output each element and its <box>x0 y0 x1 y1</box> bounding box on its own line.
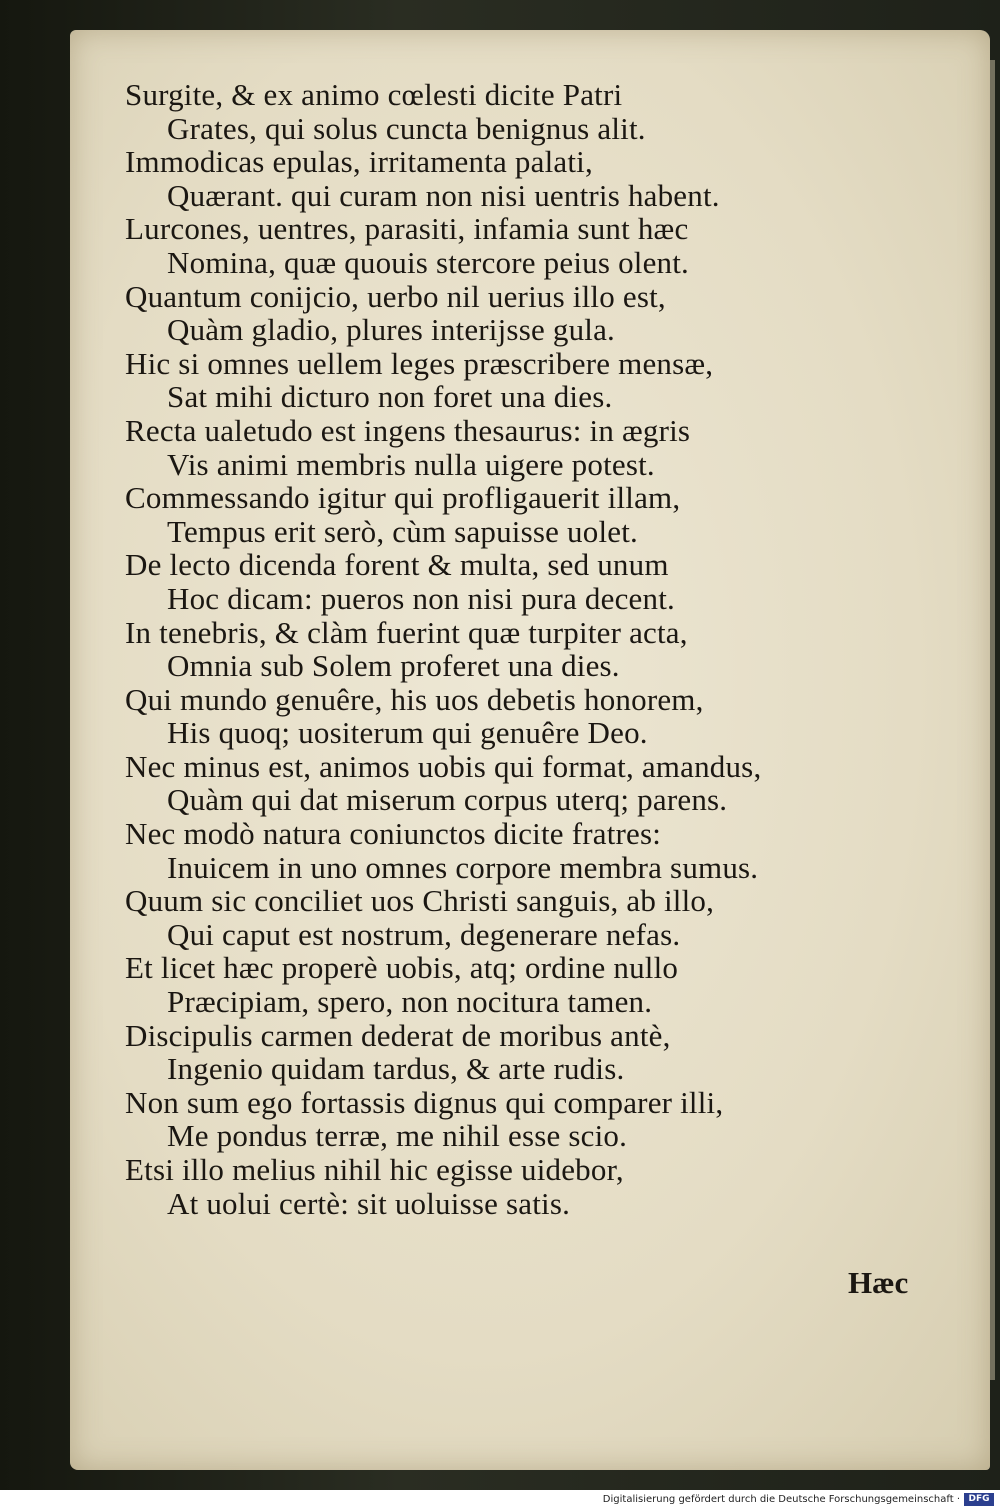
verse-line: Immodicas epulas, irritamenta palati, <box>125 144 593 180</box>
verse-line: Commessando igitur qui profligauerit illam, <box>125 480 681 516</box>
verse-line: Quàm gladio, plures interijsse gula. <box>167 312 615 348</box>
verse-line: Ingenio quidam tardus, & arte rudis. <box>167 1051 625 1087</box>
catchword: Hæc <box>848 1265 909 1300</box>
verse-line: Nec minus est, animos uobis qui format, amandus, <box>125 748 762 784</box>
verse-line: At uolui certè: sit uoluisse satis. <box>167 1185 571 1221</box>
verse-line: Inuicem in uno omnes corpore membra sumus. <box>167 849 759 885</box>
verse-line: Surgite, & ex animo cœlesti dicite Patri <box>125 77 623 112</box>
verse-line: Quærant. qui curam non nisi uentris habent. <box>167 177 720 213</box>
verse-line: Lurcones, uentres, parasiti, infamia sunt hæc <box>125 211 689 247</box>
footer-credit: Digitalisierung gefördert durch die Deutsche Forschungsgemeinschaft · <box>602 1494 960 1505</box>
verse-line: Hic si omnes uellem leges præscribere mensæ, <box>125 345 714 381</box>
verse-line: Quàm qui dat miserum corpus uterq; parens. <box>167 782 728 818</box>
verse-text <box>125 78 905 1220</box>
verse-line: Tempus erit serò, cùm sapuisse uolet. <box>167 513 638 549</box>
verse-line: De lecto dicenda forent & multa, sed unum <box>125 547 669 583</box>
dfg-logo: DFG <box>964 1493 994 1506</box>
verse-line: Qui mundo genuêre, his uos debetis honorem, <box>125 681 704 717</box>
verse-line: Sat mihi dicturo non foret una dies. <box>167 379 613 415</box>
verse-line: Qui caput est nostrum, degenerare nefas. <box>167 916 681 952</box>
verse-line: Non sum ego fortassis dignus qui comparer illi, <box>125 1084 724 1120</box>
verse-line: Nomina, quæ quouis stercore peius olent. <box>167 244 689 280</box>
verse-line: Grates, qui solus cuncta benignus alit. <box>167 110 646 146</box>
verse-line: Hoc dicam: pueros non nisi pura decent. <box>167 580 675 616</box>
verse-line: Recta ualetudo est ingens thesaurus: in ægris <box>125 412 691 448</box>
verse-line: Me pondus terræ, me nihil esse scio. <box>167 1118 628 1154</box>
verse-line: Discipulis carmen dederat de moribus antè, <box>125 1017 671 1053</box>
verse-line: Vis animi membris nulla uigere potest. <box>167 446 655 482</box>
verse-line: Nec modò natura coniunctos dicite fratres: <box>125 816 662 852</box>
verse-line: Præcipiam, spero, non nocitura tamen. <box>167 984 653 1020</box>
verse-line: His quoq; uositerum qui genuêre Deo. <box>167 715 648 751</box>
verse-line: Etsi illo melius nihil hic egisse uidebor, <box>125 1152 624 1187</box>
verse-line: Et licet hæc properè uobis, atq; ordine nullo <box>125 950 679 986</box>
verse-line: Omnia sub Solem proferet una dies. <box>167 648 620 684</box>
verse-line: Quum sic conciliet uos Christi sanguis, ab illo, <box>125 883 715 919</box>
verse-line: In tenebris, & clàm fuerint quæ turpiter acta, <box>125 614 688 650</box>
verse-line: Quantum conijcio, uerbo nil uerius illo est, <box>125 278 666 314</box>
